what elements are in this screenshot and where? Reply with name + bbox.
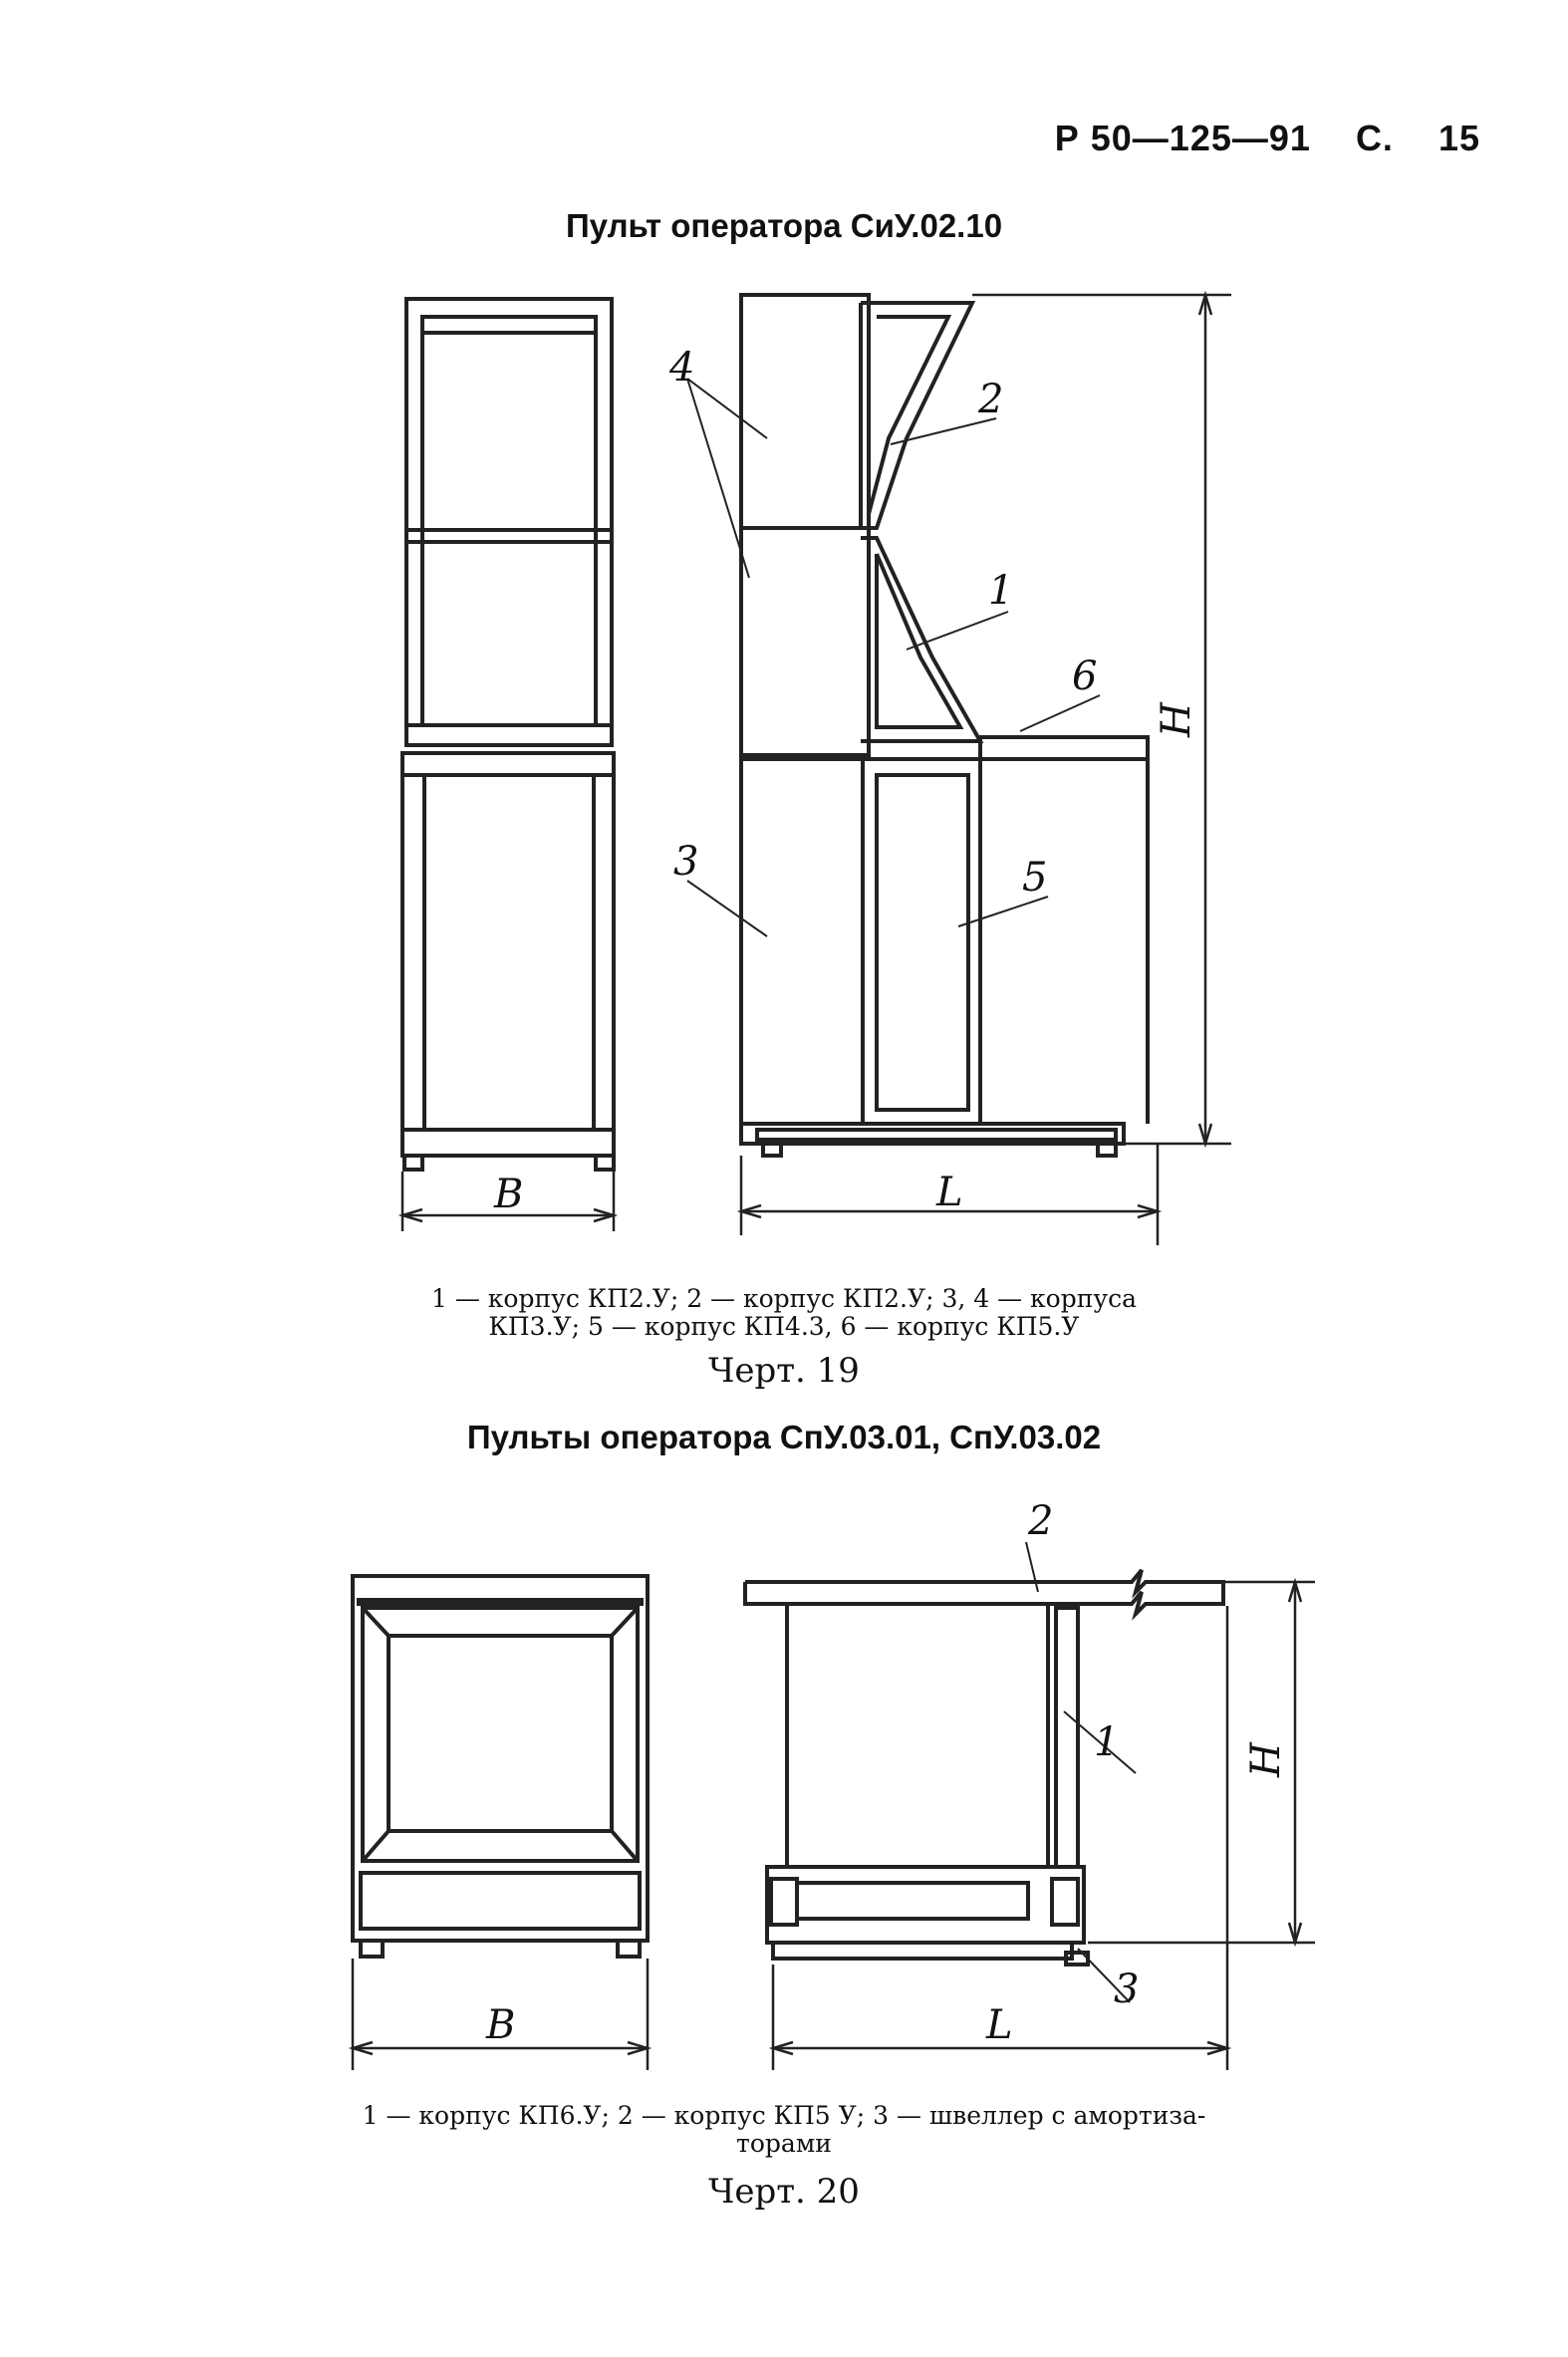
fig20-leaders — [1026, 1542, 1136, 2002]
doc-code: Р 50—125—91 — [1054, 118, 1311, 158]
fig20-element-2-tabletop — [745, 1570, 1223, 1614]
figure19-caption — [0, 1285, 1568, 1341]
fig19-label-2: 2 — [978, 377, 1004, 422]
fig19-left-upper-cabinet — [406, 299, 612, 745]
fig19-leaders — [687, 379, 1100, 936]
fig19-label-1: 1 — [988, 568, 1014, 614]
fig19-label-b: B — [494, 1172, 524, 1217]
fig19-element-1-panel — [861, 538, 980, 741]
figure20-caption-line2: торами — [736, 2129, 832, 2158]
fig19-label-6: 6 — [1072, 654, 1098, 699]
figure19-caption-line1: 1 — корпус КП2.У; 2 — корпус КП2.У; 3, 4 — корпуса — [430, 1284, 1138, 1313]
fig20-label-b: B — [486, 2002, 516, 2048]
figure19-title: Пульт оператора СиУ.02.10 — [565, 207, 1003, 244]
figure20-caption — [0, 2102, 1568, 2158]
fig20-left-front — [353, 1576, 648, 1957]
figure20-number: Черт. 20 — [708, 2172, 860, 2212]
figure20-drawing — [0, 1454, 1568, 2152]
fig20-label-l: L — [986, 2002, 1013, 2048]
fig20-element-3-channel — [767, 1867, 1088, 1964]
fig19-label-5: 5 — [1022, 855, 1048, 901]
fig20-label-2: 2 — [1028, 1498, 1054, 1544]
page-number: 15 — [1437, 118, 1480, 158]
fig20-label-1: 1 — [1094, 1719, 1120, 1765]
fig19-right-base — [741, 759, 1148, 1156]
fig19-label-h: H — [1154, 702, 1199, 737]
fig19-left-lower-cabinet — [402, 753, 614, 1170]
fig19-element-3-box — [741, 759, 863, 1124]
fig20-label-h: H — [1243, 1742, 1289, 1777]
fig19-right-upper-boxes — [741, 295, 869, 755]
fig20-label-3: 3 — [1114, 1966, 1140, 2012]
fig19-element-5-box — [863, 759, 980, 1124]
fig19-label-3: 3 — [673, 839, 699, 885]
fig19-label-l: L — [936, 1170, 963, 1215]
figure19-number: Черт. 19 — [708, 1351, 860, 1391]
fig19-element-2-panel — [861, 303, 972, 528]
figure20-title: Пульты оператора СпУ.03.01, СпУ.03.02 — [466, 1419, 1102, 1455]
figure20-caption-line1: 1 — корпус КП6.У; 2 — корпус КП5 У; 3 — швеллер с амортиза- — [362, 2101, 1206, 2130]
figure19-caption-line2: КП3.У; 5 — корпус КП4.3, 6 — корпус КП5.У — [488, 1312, 1080, 1341]
fig20-right-body — [787, 1604, 1078, 1867]
fig19-label-4: 4 — [669, 345, 695, 391]
fig19-element-6-desk — [980, 737, 1148, 759]
page-label: С. — [1355, 118, 1394, 158]
fig20-dimension-l — [773, 1606, 1227, 2070]
